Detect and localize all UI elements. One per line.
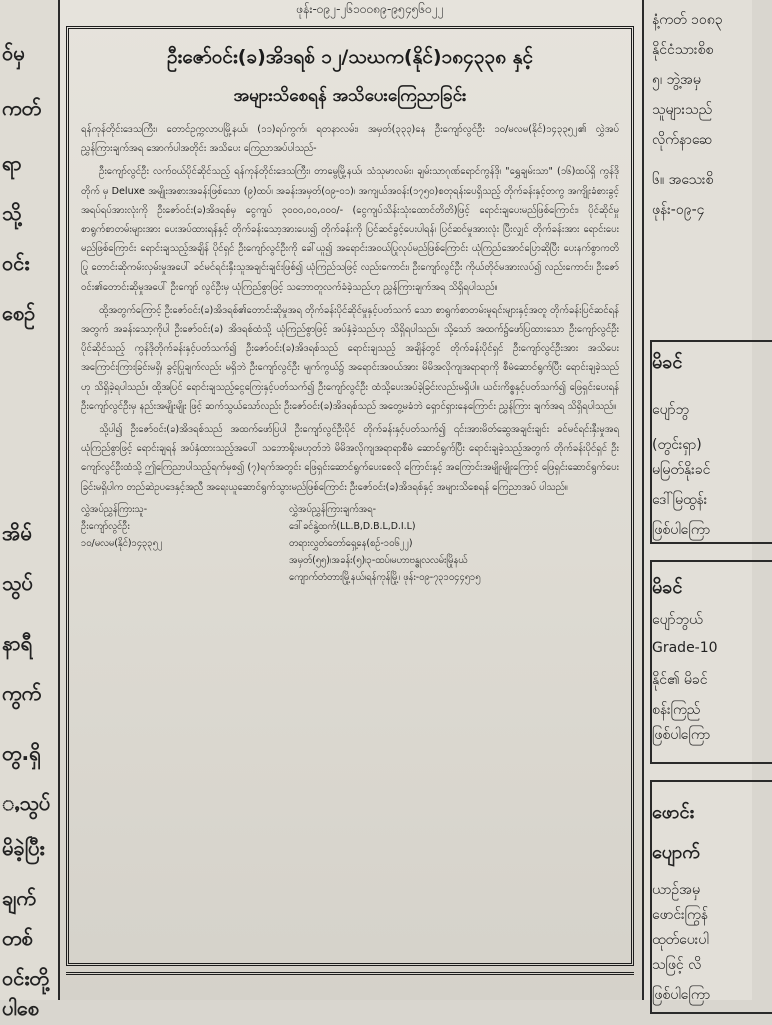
right-column-fragment: သူများသည် xyxy=(652,102,713,118)
right-column-fragment: နံ့ကတ် ၁၀၈၃ xyxy=(652,12,723,28)
notice-title: ဦးဇော်ဝင်း(ခ)အိဒရစ် ၁၂/သဃက(နိုင်)၁၈၄၃၃၈ နှင့် xyxy=(166,46,534,68)
signature-line: တရားလွှတ်တော်ရှေ့နေ(စဉ်-၁၀၆၂၂) xyxy=(289,537,413,549)
right-column-fragment: ပျော်ဘွ xyxy=(652,402,690,418)
left-column-fragment: ႇသွပ် xyxy=(2,791,51,815)
left-column-fragment: ပါစေ xyxy=(2,996,39,1020)
signature-line: ကျောက်တံတားမြို့နယ်၊ရန်ကုန်မြို့၊ ဖုန်း-၀၉-၇၃၁၀၄၄၅၁၅ xyxy=(289,571,481,583)
left-column-fragment: ချက် xyxy=(2,886,36,910)
left-column-fragment: တွ.ရှိ xyxy=(2,741,41,765)
left-column-fragment: ဝင်းတို့ xyxy=(2,966,49,990)
right-column-fragment: သဖြင့် လိ xyxy=(652,957,702,973)
right-column-fragment: ဖြစ်ပါကြော xyxy=(652,987,711,1003)
signature-line: အမှတ်(၅၅)၊အခန်း(၅)၊၃-ထပ်၊မဟာဗန္ဓုလလမ်းမြိုနယ် xyxy=(289,554,468,566)
left-column-fragment: ရာ xyxy=(2,151,22,175)
signature-right xyxy=(289,501,619,586)
next-notice-border xyxy=(66,972,634,1003)
right-column-fragment: ပျောက် xyxy=(652,842,700,863)
right-column-fragment: ဒေါ်မြထွန်း xyxy=(652,492,708,508)
right-column-fragment: ဖုန်း-၀၉-၄ xyxy=(652,202,705,218)
left-column-fragment: ဝ်မှ xyxy=(2,41,25,65)
left-column-fragment: ဝင်း xyxy=(2,251,30,275)
signature-block xyxy=(81,501,619,586)
left-neighbor-column xyxy=(0,0,60,1020)
left-column-fragment: အိမ် xyxy=(2,521,32,545)
left-column-fragment: ကွက် xyxy=(2,681,42,705)
signature-left xyxy=(81,501,271,586)
notice-subtitle: အများသိစေရန် အသိပေးကြေညာခြင်း xyxy=(233,86,467,106)
right-column-fragment: မိခင် xyxy=(652,352,683,373)
signature-line: ဒေါ်ခင်နွဲ့ထက်(LL.B,D.B.L,D.I.L) xyxy=(289,520,416,532)
right-column-fragment: မိခင် xyxy=(652,577,683,598)
signature-line: ၁၀/မလမ(နိုင်)၁၄၃၃၅၂ xyxy=(81,537,163,549)
right-column-fragment: ၅၊ ဘွဲ့အမှ xyxy=(652,72,701,88)
notice-paragraph: သို့ပါ၍ ဦးဇော်ဝင်း(ခ)အိဒရစ်သည် အထက်ဖော်ပြပါ ဦးကျော်လွင်ဦးပိုင် တိုက်ခန်းနှင့်ပတ်သက်၍ ၎င်းအားမိတ်ဆွေအချင်းချင်း ခင်မင်ရင်းနှီးမှုအရ ယုံကြည်စွာဖြင့် ရောင်းချရန် အပ်နှံထားသည့်အပေါ် သဘောရိုးမဟုတ်ဘဲ မိမိအလိုကျအရာရာစီမံ ဆောင်ရွက်ပြီး ရောင်းချခဲ့သည့်အတွက် တိုက်ခန်းပိုင်ရှင် ဦးကျော်လွင်ဦးထံသို့ ဤကြေညာပါသည့်ရက်မှစ၍ (၇)ရက်အတွင်း ဖြေရှင်းဆောင်ရွက်ပေးစေလို ကြောင်းနှင့် အကြောင်းအမျိုးမျိုးကြောင့် ဖြေရှင်းဆောင်ရွက်ပေးခြင်းမရှိပါက တည်ဆဲဥပဒေနှင့်အညီ အရေးယူဆောင်ရွက်သွားမည်ဖြစ်ကြောင်း ဦးဇော်ဝင်း(ခ)အိဒရစ်နှင့် အများသိစေရန် ကြေညာအပ် ပါသည်။ xyxy=(81,424,619,493)
left-column-fragment: စေဉ် xyxy=(2,301,36,325)
left-column-fragment: နာရီ xyxy=(2,631,33,655)
right-column-fragment: ယာဉ်အမှ xyxy=(652,882,700,898)
right-column-fragment: ဖောင်း xyxy=(652,802,695,823)
left-column-fragment: ကတ် xyxy=(2,96,42,120)
right-column-fragment: (တွင်းရှာ) xyxy=(652,437,702,453)
right-column-fragment: ဖောင်းကြွန် xyxy=(652,907,708,923)
right-column-fragment: နိုင်၏ မိခင် xyxy=(652,672,708,688)
notice-paragraph: ရန်ကုန်တိုင်းဒေသကြီး၊ တောင်ဥက္ကလာပမြို့နယ်၊ (၁၁)ရပ်ကွက်၊ ရတနာလမ်း၊ အမှတ်(၃၃၃)နေ ဦးကျော်လွင်ဦး ၁၀/မလမ(နိုင်)၁၄၃၃၅၂၏ လွှဲအပ်ညွှန်ကြားချက်အရ အောက်ပါအတိုင်း အသိပေး ကြေညာအပ်ပါသည်- xyxy=(81,124,619,155)
right-column-fragment: ၆။ အသေးစိ xyxy=(652,172,714,188)
right-column-fragment: လိုက်နာဆေ xyxy=(652,132,713,148)
left-column-fragment: မိခဲ့ပြီး xyxy=(2,836,45,860)
signature-line: ဦးကျော်လွင်ဦး xyxy=(81,520,130,532)
right-column-fragment: နိုင်ငံသားစိစ xyxy=(652,42,714,58)
public-notice xyxy=(66,26,634,966)
right-column-fragment: ပျော်ဘွယ် xyxy=(652,612,703,628)
right-neighbor-column xyxy=(642,0,752,1003)
signature-line: လွှဲအပ်ညွှန်ကြားချက်အရ- xyxy=(289,503,376,515)
right-column-fragment: ထုတ်ပေးပါ xyxy=(652,932,709,948)
right-column-fragment: မမြတ်နိုးခင် xyxy=(652,462,711,478)
notice-paragraph: ထို့အတွက်ကြောင့် ဦးဇော်ဝင်း(ခ)အိဒရစ်၏တောင်းဆိုမှုအရ တိုက်ခန်းပိုင်ဆိုင်မှုနှင့်ပတ်သက် သော စာရွက်စာတမ်းမူရင်းများနှင့်အတူ တိုက်ခန်းပြင်ဆင်ရန်အတွက် အခန်းသော့ကိုပါ ဦးဇော်ဝင်း(ခ) အိဒရစ်ထံသို့ ယုံကြည်စွာဖြင့် အပ်နှံခဲ့သည်ဟု သိရှိရပါသည်။ သို့သော် အထက်၌ဖော်ပြထားသော ဦးကျော်လွင်ဦးပိုင်ဆိုင်သည့် ကွန်ဒိုတိုက်ခန်းနှင့်ပတ်သက်၍ ဦးဇော်ဝင်း(ခ)အိဒရစ်သည် ရောင်းချသည့် အချိန်တွင် တိုက်ခန်းပိုင်ရှင် ဦးကျော်လွင်ဦးအား အသိပေးအကြောင်းကြားခြင်းမရှိ၊ ခွင့်ပြုချက်လည်း မရှိဘဲ ဦးကျော်လွင်ဦး မျက်ကွယ်၌ အရောင်းအဝယ်အား မိမိအလိုကျအရာရာကို စီမံဆောင်ရွက်ပြီး ရောင်းချခဲ့သည်ဟု သိရှိခဲ့ရပါသည်။ ထို့အပြင် ရောင်းချသည့်ငွေကြေးနှင့်ပတ်သက်၍ ဦးကျော်လွင်ဦး ထံသို့ပေးအပ်ခဲ့ခြင်းလည်းမရှိပါ။ ယင်းကိစ္စနှင့်ပတ်သက်၍ ဖြေရှင်းပေးရန် ဦးကျော်လွင်ဦးမှ နည်းအမျိုးမျိုး ဖြင့် ဆက်သွယ်သော်လည်း ဦးဇော်ဝင်း(ခ)အိဒရစ်သည် အတွေ့မခံဘဲ ရှောင်ရှားနေကြောင်း ညွှန်ကြား ချက်အရ သိရှိရပါသည်။ xyxy=(81,304,619,412)
signature-line: လွှဲအပ်ညွှန်ကြားသူ- xyxy=(81,503,148,515)
left-column-fragment: တစ် xyxy=(2,926,33,950)
top-phone-strip: ဖုန်း-၀၉၂-၂၆၁၀၀၈၉-၉၅၄၅၆၀၂၂ xyxy=(296,2,444,16)
left-column-fragment: သွပ် xyxy=(2,571,33,595)
right-column-fragment: ဖြစ်ပါကြော xyxy=(652,727,711,743)
right-column-fragment: စန်းကြည် xyxy=(652,702,701,718)
left-column-fragment: သို့ xyxy=(2,201,22,225)
right-column-fragment: Grade-10 xyxy=(652,640,718,656)
right-column-fragment: ဖြစ်ပါကြော xyxy=(652,522,711,538)
notice-paragraph: ဦးကျော်လွင်ဦး လက်ဝယ်ပိုင်ဆိုင်သည့် ရန်ကုန်တိုင်းဒေသကြီး၊ တာမွေမြို့နယ်၊ သံသုမာလမ်း၊ ချမ်းသာဂုဏ်ရောင်ကွန်ဒို၊ "ရွှေချမ်းသာ" (၁၆)ထပ်ရှိ ကွန်ဒိုတိုက် မှ Deluxe အမျိုးအစားအခန်းဖြစ်သော (၉)ထပ်၊ အခန်းအမှတ်(၀၉-၀၁)၊ အကျယ်အဝန်း(၁၇၅၀)စတုရန်းပေရှိသည့် တိုက်ခန်းနှင့်တကွ အကျိုးခံစားခွင့်အရပ်ရပ်အားလုံးကို ဦးဇော်ဝင်း(ခ)အိဒရစ်မှ ငွေကျပ် ၃၀၀၀,၀၀,၀၀၀/- (ငွေကျပ်သိန်းသုံးထောင်တိတိ)ဖြင့် ရောင်းချပေးမည်ဖြစ်ကြောင်း၊ ပိုင်ဆိုင်မှုစာရွက်စာတမ်းများအား ပေးအပ်ထားရန်နှင့် တိုက်ခန်းသော့အားပေး၍ တိုက်ခန်းကို ပြင်ဆင်ခွင့်ပေးပါရန်၊ ပြင်ဆင်မှုအားလုံး ပြီးလျှင် တိုက်ခန်းအား ရောင်းပေးမည်ဖြစ်ကြောင်း ရောင်းချသည့်အချိန် ပိုင်ရှင် ဦးကျော်လွင်ဦးကို ခေါ်ယူ၍ အရောင်းအဝယ်ပြုလုပ်မည်ဖြစ်ကြောင်း ယုံကြည်အောင်ပြောဆိုပြီး ပေးနက်စွာကတိပြု တောင်းဆိုကမ်းလှမ်းမှုအပေါ် ခင်မင်ရင်းနှီးသူအချင်းချင်းဖြစ်၍ ယုံကြည်သဖြင့် လည်းကောင်း၊ ဦးကျော်လွင်ဦး ကိုယ်တိုင်မအားလပ်၍ လည်းကောင်း၊ ဦးဇော်ဝင်း၏တောင်းဆိုမှုအပေါ် ဦးကျော် လွင်ဦးမှ ယုံကြည်စွာဖြင့် သဘောတူလက်ခံခဲ့သည်ဟု ညွှန်ကြားချက်အရ သိရှိရပါသည်။ xyxy=(81,166,619,293)
notice-body xyxy=(81,120,619,497)
